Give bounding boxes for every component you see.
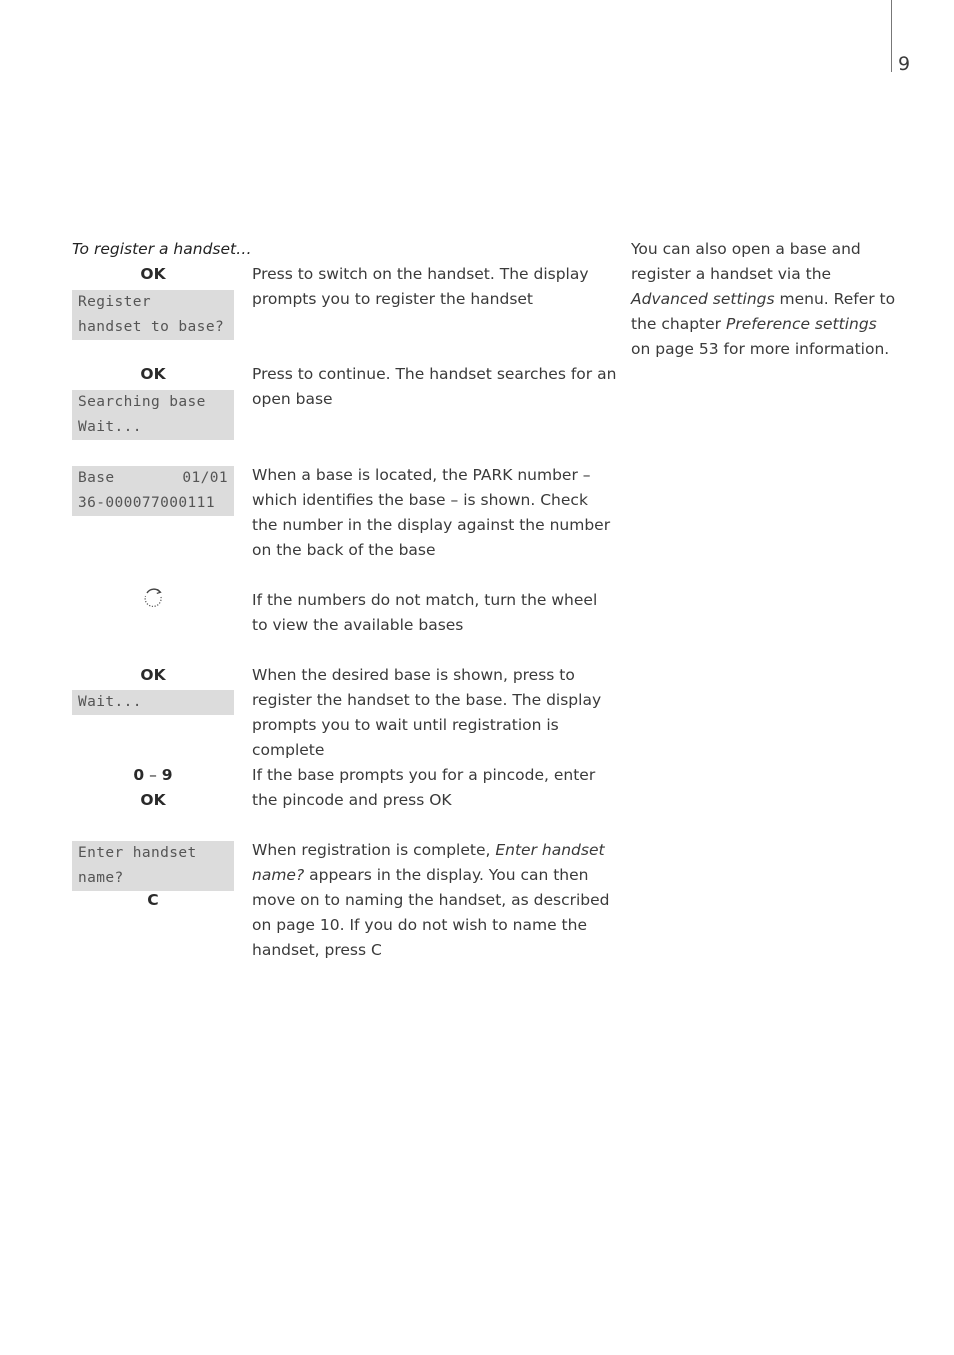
handset-display-wait bbox=[72, 690, 234, 715]
ok-key-label: OK bbox=[140, 666, 166, 684]
display-base-index: 01/01 bbox=[182, 470, 228, 486]
step-description: If the numbers do not match, turn the wheel to view the available bases bbox=[252, 591, 598, 634]
handset-display-searching bbox=[72, 390, 234, 440]
side-note bbox=[631, 237, 899, 362]
display-park-number: 36-000077000111 bbox=[78, 495, 215, 511]
display-line bbox=[78, 466, 228, 491]
step-description: When a base is located, the PARK number – which identifies the base – is shown. Check the number in the display against the number on the back of the base bbox=[252, 466, 611, 559]
ok-key-label: OK bbox=[140, 365, 166, 383]
ok-key-label: OK bbox=[140, 265, 166, 283]
digit-range-dash: – bbox=[144, 766, 162, 784]
step-description: Press to switch on the handset. The display prompts you to register the handset bbox=[252, 265, 589, 308]
wheel-icon bbox=[142, 586, 164, 608]
step-description: Press to continue. The handset searches for an open base bbox=[252, 365, 617, 408]
c-key-label: C bbox=[147, 891, 159, 909]
ok-key-label: OK bbox=[140, 791, 166, 809]
handset-display-enter-name bbox=[72, 841, 234, 891]
handset-display-base bbox=[72, 466, 234, 516]
display-line: Wait... bbox=[78, 419, 142, 435]
handset-display-register bbox=[72, 290, 234, 340]
step-description bbox=[252, 838, 617, 963]
display-line: Register bbox=[78, 294, 152, 310]
side-note-emphasis: Advanced settings bbox=[631, 290, 775, 308]
display-line: Wait... bbox=[78, 694, 142, 710]
display-line: Searching base bbox=[78, 394, 206, 410]
digit-to: 9 bbox=[161, 766, 173, 784]
description-emphasis: Enter handset name? bbox=[252, 841, 605, 884]
page-number: 9 bbox=[898, 53, 911, 75]
description-text: appears in the display. You can then move on to naming the handset, as described on page 10. If you do not wish to name the handset, press C bbox=[252, 866, 610, 959]
display-base-label: Base bbox=[78, 470, 115, 486]
side-note-text: You can also open a base and register a handset via the bbox=[631, 240, 861, 283]
display-line: name? bbox=[78, 870, 124, 886]
step-description: When the desired base is shown, press to register the handset to the base. The display prompts you to wait until registration is complete bbox=[252, 666, 602, 759]
step-description: If the base prompts you for a pincode, enter the pincode and press OK bbox=[252, 766, 596, 809]
display-line: Enter handset bbox=[78, 845, 197, 861]
section-title: To register a handset… bbox=[72, 240, 252, 258]
page-rule bbox=[891, 0, 892, 72]
side-note-text: on page 53 for more information. bbox=[631, 340, 890, 358]
side-note-text: menu. Refer to the chapter bbox=[631, 290, 896, 333]
digit-from: 0 bbox=[133, 766, 145, 784]
description-text: When registration is complete, bbox=[252, 841, 496, 859]
display-line: handset to base? bbox=[78, 319, 225, 335]
digit-keys-label bbox=[72, 763, 234, 788]
side-note-emphasis: Preference settings bbox=[725, 315, 877, 333]
